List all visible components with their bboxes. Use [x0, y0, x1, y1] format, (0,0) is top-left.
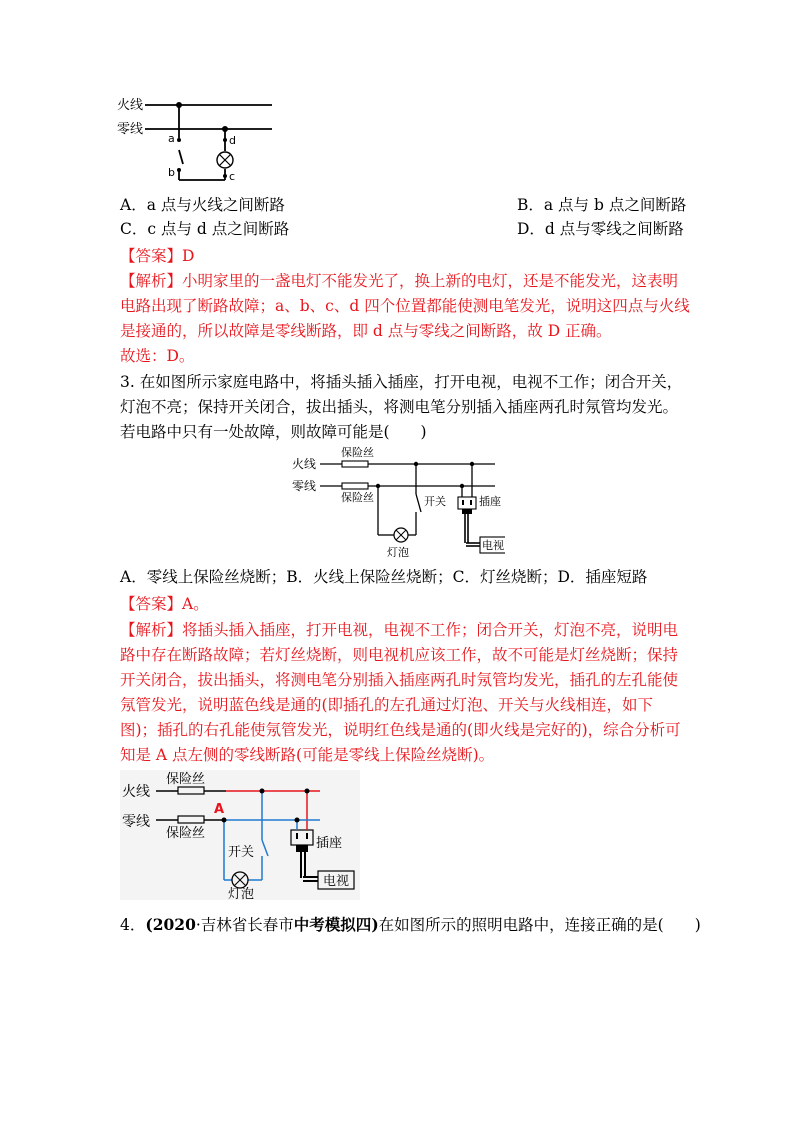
- live-wire-label: 火线: [292, 457, 317, 471]
- q3-stem-line-2: 灯泡不亮；保持开关闭合，拔出插头，将测电笔分别插入插座两孔时氖管均发光。: [120, 398, 679, 416]
- tv-label: 电视: [482, 539, 504, 552]
- point-a-label: a: [168, 132, 175, 145]
- socket-label: 插座: [479, 495, 501, 508]
- socket-label: 插座: [316, 836, 343, 851]
- q3-stem-line-3: 若电路中只有一处故障，则故障可能是( ): [120, 423, 427, 441]
- q2-answer: [120, 246, 194, 266]
- bulb-label: 灯泡: [387, 546, 409, 559]
- option-c: C．c 点与 d 点之间断路: [120, 220, 290, 238]
- q3-options: A．零线上保险丝烧断；B．火线上保险丝烧断；C．灯丝烧断；D．插座短路: [120, 568, 648, 586]
- option-a: A．a 点与火线之间断路: [120, 196, 285, 214]
- answer-tag: 【答案】: [120, 247, 183, 265]
- option-b: B．a 点与 b 点之间断路: [517, 196, 687, 214]
- analysis-tag: 【解析】: [120, 272, 183, 290]
- q4-stem: 4．(2020·吉林省长春市中考模拟四)在如图所示的照明电路中，连接正确的是( ): [120, 915, 701, 934]
- switch-label: 开关: [228, 845, 255, 860]
- tv-label: 电视: [323, 874, 350, 889]
- option-d: D．d 点与零线之间断路: [517, 220, 684, 238]
- point-d-label: d: [229, 134, 236, 147]
- point-c-label: c: [229, 170, 236, 183]
- answer-value: D: [182, 247, 195, 265]
- neutral-wire-label: 零线: [292, 479, 317, 493]
- q3-analysis-line-3: 开关闭合，拔出插头，将测电笔分别插入插座两孔时氖管均发光，插孔的左孔能使: [120, 671, 679, 689]
- q3-analysis-line-4: 氖管发光，说明蓝色线是通的(即插孔的左孔通过灯泡、开关与火线相连，如下: [120, 696, 654, 714]
- q3-analysis-line-5: 图)；插孔的右孔能使氖管发光，说明红色线是通的(即火线是完好的)，综合分析可: [120, 721, 681, 739]
- neutral-wire-label: 零线: [117, 122, 144, 137]
- q2-analysis-line-1: 【解析】小明家里的一盏电灯不能发光了，换上新的电灯，还是不能发光，这表明: [120, 272, 679, 290]
- live-wire-label: 火线: [117, 98, 144, 113]
- answer-tag: 【答案】: [120, 595, 183, 613]
- circuit-diagram-1: [115, 92, 275, 192]
- point-a-label: A: [214, 802, 225, 817]
- analysis-tag: 【解析】: [120, 621, 183, 639]
- q3-analysis-line-2: 路中存在断路故障；若灯丝烧断，则电视机应该工作，故不可能是灯丝烧断；保持: [120, 646, 679, 664]
- q2-analysis-line-2: 电路出现了断路故障；a、b、c、d 四个位置都能使测电笔发光，说明这四点与火线: [120, 297, 690, 315]
- live-wire-label: 火线: [122, 784, 150, 800]
- q2-choice: 故选：D。: [120, 347, 195, 365]
- fuse-neutral-label: 保险丝: [166, 826, 206, 841]
- q3-analysis-line-1: 【解析】将插头插入插座，打开电视，电视不工作；闭合开关，灯泡不亮，说明电: [120, 621, 679, 639]
- answer-value: A。: [182, 595, 209, 613]
- q3-answer: [120, 594, 209, 614]
- fuse-live-label: 保险丝: [166, 772, 206, 787]
- switch-label: 开关: [424, 495, 446, 508]
- q3-stem-line-1: 3. 在如图所示家庭电路中，将插头插入插座，打开电视，电视不工作；闭合开关，: [120, 373, 683, 391]
- circuit-diagram-3: [120, 770, 360, 900]
- neutral-wire-label: 零线: [122, 814, 150, 830]
- circuit-diagram-2: [290, 442, 505, 564]
- fuse-live-label: 保险丝: [341, 446, 374, 459]
- point-b-label: b: [168, 166, 175, 179]
- q3-analysis-line-6: 知是 A 点左侧的零线断路(可能是零线上保险丝烧断)。: [120, 746, 495, 764]
- bulb-label: 灯泡: [228, 887, 255, 900]
- q2-analysis-line-3: 是接通的，所以故障是零线断路，即 d 点与零线之间断路，故 D 正确。: [120, 322, 612, 340]
- fuse-neutral-label: 保险丝: [341, 491, 374, 504]
